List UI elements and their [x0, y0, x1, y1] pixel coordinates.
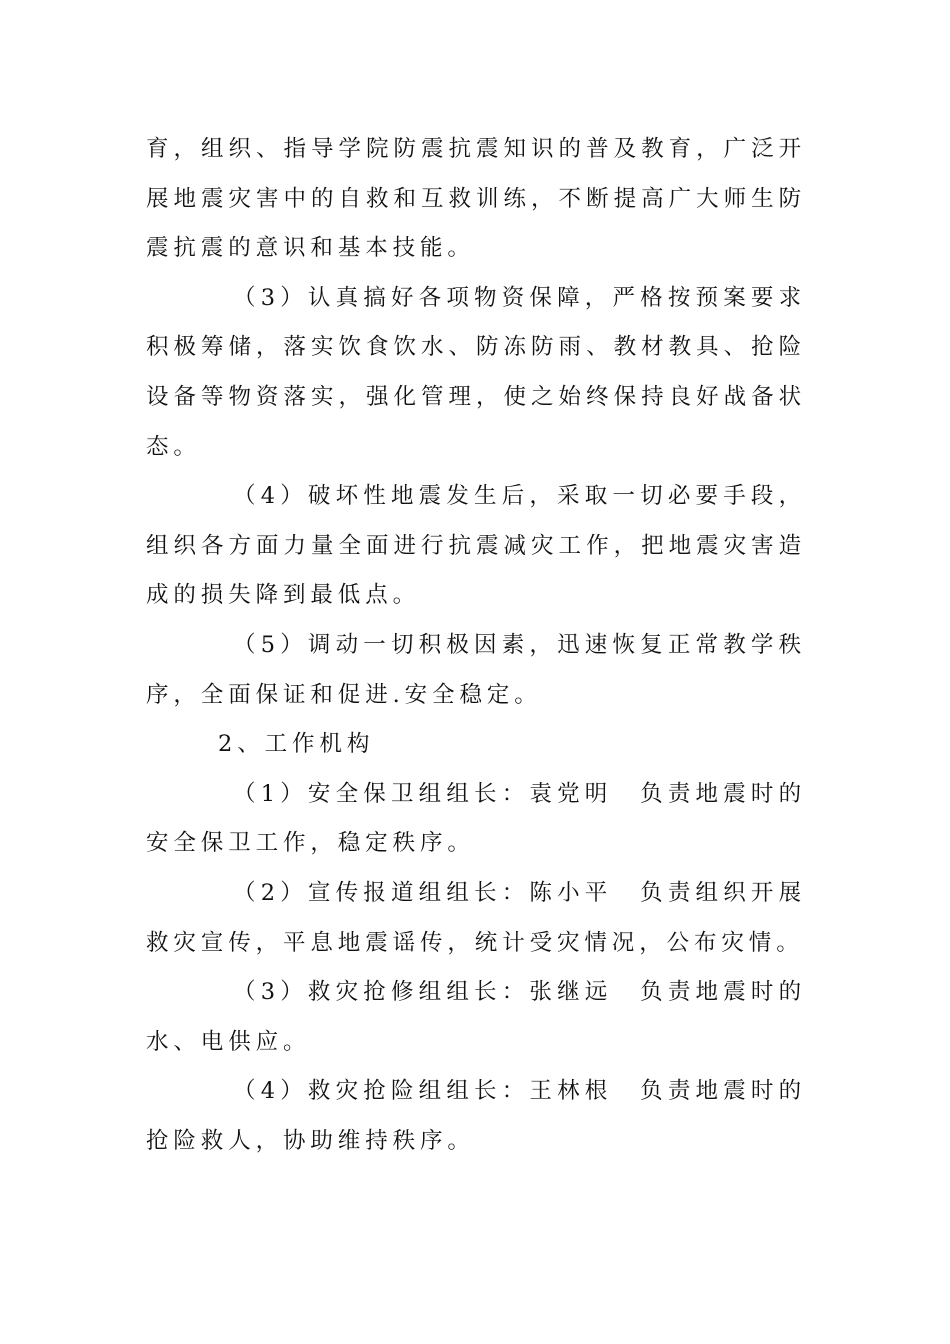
document-page	[146, 125, 806, 1166]
paragraph-item-5-restore-order: （5）调动一切积极因素，迅速恢复正常教学秩序，全面保证和促进.安全稳定。	[146, 631, 806, 708]
paragraph-repair-group: （3）救灾抢修组组长：张继远 负责地震时的水、电供应。	[146, 979, 806, 1055]
section-heading-work-organization: 2、工作机构	[218, 731, 375, 758]
paragraph-rescue-group: （4）救灾抢险组组长：王林根 负责地震时的抢险救人，协助维持秩序。	[146, 1078, 806, 1154]
paragraph-security-group: （1）安全保卫组组长：袁党明 负责地震时的安全保卫工作，稳定秩序。	[146, 780, 806, 857]
paragraph-item-3-material-support: （3）认真搞好各项物资保障，严格按预案要求积极筹储，落实饮食饮水、防冻防雨、教材教具、抢险设备等物资落实，强化管理，使之始终保持良好战备状态。	[146, 284, 806, 460]
paragraph-education-continuation: 育，组织、指导学院防震抗震知识的普及教育，广泛开展地震灾害中的自救和互救训练，不断提高广大师生防震抗震的意识和基本技能。	[146, 136, 806, 262]
paragraph-publicity-group: （2）宣传报道组组长：陈小平 负责组织开展救灾宣传，平息地震谣传，统计受灾情况，公布灾情。	[146, 879, 806, 956]
paragraph-item-4-disaster-response: （4）破坏性地震发生后，采取一切必要手段，组织各方面力量全面进行抗震减灾工作，把地震灾害造成的损失降到最低点。	[146, 483, 806, 609]
